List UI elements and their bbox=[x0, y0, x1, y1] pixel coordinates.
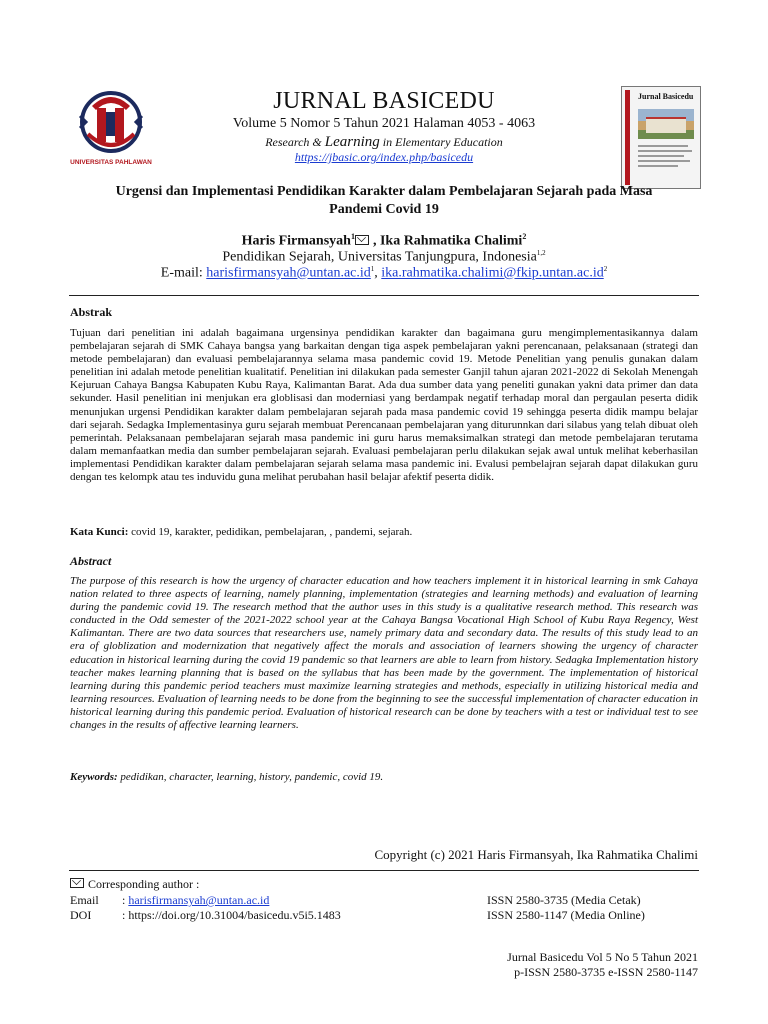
footer-doi[interactable]: : https://doi.org/10.31004/basicedu.v5i5.1483 bbox=[122, 908, 341, 922]
divider bbox=[69, 295, 699, 296]
envelope-icon bbox=[355, 235, 369, 245]
journal-footer-line: Jurnal Basicedu Vol 5 No 5 Tahun 2021 bbox=[507, 950, 698, 964]
author-2: Ika Rahmatika Chalimi bbox=[379, 233, 523, 249]
logo-text: UNIVERSITAS PAHLAWAN bbox=[70, 159, 152, 166]
email-link-1[interactable]: harisfirmansyah@untan.ac.id bbox=[206, 265, 371, 281]
author-line: Haris Firmansyah$^1$ , Ika Rahmatika Chalimi$^2$ bbox=[241, 232, 527, 249]
email-link-2[interactable]: ika.rahmatika.chalimi@fkip.untan.ac.id bbox=[381, 265, 604, 281]
abstract-heading: Abstract bbox=[70, 554, 112, 568]
envelope-icon bbox=[70, 878, 84, 888]
journal-url-link[interactable]: https://jbasic.org/index.php/basicedu bbox=[294, 150, 474, 164]
issn-footer-line: p-ISSN 2580-3735 e-ISSN 2580-1147 bbox=[514, 965, 698, 979]
footer-email-link[interactable]: harisfirmansyah@untan.ac.id bbox=[128, 893, 270, 907]
issn-online: ISSN 2580-1147 (Media Online) bbox=[487, 908, 645, 922]
abstract-text: The purpose of this research is how the urgency of character education and how teachers implement it in historical learning in smk Cahaya nation related to three aspects of learning, namely planning, implementation (strategies and learning methods) and evaluation of learning during the pandemic covid 19. The research method that the author uses in this study is a qualitative research method. This research was conducted in the Odd semester of the 2021-2022 school year at the Cahaya Bangsa Vocational High School of Kubu Raya Regency, West Kalimantan. There are two data sources that researchers use, namely primary data and secondary data. The results of this study lead to an era of globlization and modernization that negatively affect the morals and association of learners showing the urgency of character education in historical learning during the covid 19 pandemic so that learners are able to learn from history. Sedagka Implementation history teacher makes learning planning that is based on the syllabus that has been made by the government. The implementation of historical learning during this pandemic period teachers must maximize learning strategies and methods, especially in utilizing historical media and learning resources. Evaluation of learning needs to be done from the beginning to see the successful implementation of character education in historical learning during this pandemic period. Evaluation of historical research can be done by teachers with a test or individual test to see changes in the results of affective learning learners. bbox=[70, 575, 698, 732]
journal-volume: Volume 5 Nomor 5 Tahun 2021 Halaman 4053 - 4063 bbox=[232, 116, 536, 131]
footer-email: : harisfirmansyah@untan.ac.id bbox=[122, 893, 270, 907]
abstrak-heading: Abstrak bbox=[70, 305, 113, 319]
journal-tagline: Research & Learning in Elementary Education bbox=[265, 134, 503, 150]
email-line: E-mail: $harisfirmansyah@untan.ac.id^1$, $ika.rahmatika.chalimi@fkip.untan.ac.id^2$ bbox=[160, 265, 608, 281]
footer-email-key: Email bbox=[70, 893, 99, 907]
affiliation: Pendidikan Sejarah, Universitas Tanjungpura, Indonesia$^{1,2}$ bbox=[222, 249, 546, 265]
author-1: Haris Firmansyah bbox=[241, 233, 351, 249]
keywords: Keywords: pedidikan, character, learning, history, pandemic, covid 19. bbox=[70, 771, 384, 783]
footer-doi-key: DOI bbox=[70, 908, 92, 922]
abstrak-text: Tujuan dari penelitian ini adalah bagaimana urgensinya pendidikan karakter dan bagaimana guru mengimplementasikannya dalam pembelajaran sejarah di SMK Cahaya bangsa yang barkaitan dengan tiga aspek pembelajaran yakni perencanaan, pelaksanaan (strategi dan metode pembelajaran) dan evaluasi pembelajarannya selama masa pandemic covid 19. Metode Penelitian yang penulis gunakan dalam penelitian ini adalah metode penelitian kualitatif. Penelitian ini dilakukan pada semester Ganjil tahun ajaran 2021-2022 di Sekolah Menengah Kejuruan Cahaya Bangsa Kabupaten Kubu Raya, Kalimantan Barat. Ada dua sumber data yang peneliti gunakan yakni data primer dan data sekunder. Hasil penelitian ini menjukan era globlisasi dan moderniasi yang berdampak negatif terhadap moral dan pergaulan peserta didik menunjukan urgensi Pendidikan karakter dalam pembelajaran sejarah pada masa pandemic covid 19 sehingga peserta didik mampu belajar dari sejarah. Sedagka Implementasinya guru sejarah membuat Perencanaan pembelajaran yang diturunnkan dari silabus yang telah dibuat oleh pemerintah. Pelaksanaan pembelajaran sejarah masa pandemic ini guru harus memaksimalkan strategi dan metode pembelajaran terutama dalam memanfaatkan media dan sumber pembelajaran sejarah. Evaluasi pembelajaran perlu dilakukan sejak awal untuk melihat keberhasilan implementasi Pendidikan karakter dalam pembelajaran sejarah selama masa pandemic ini. Evalusi pembelajran sejarah dapat dilakukan guru dengan tes kelompk atau tes induvidu guna melihat perubahan hasil belajar afektif peserta didik. bbox=[70, 327, 698, 484]
paper-title: Urgensi dan Implementasi Pendidikan Karakter dalam Pembelajaran Sejarah pada Masa Pandemi Covid 19 bbox=[115, 184, 653, 217]
issn-print: ISSN 2580-3735 (Media Cetak) bbox=[487, 893, 641, 907]
copyright-notice: Copyright (c) 2021 Haris Firmansyah, Ika Rahmatika Chalimi bbox=[374, 847, 698, 862]
cover-title: Jurnal Basicedu bbox=[638, 92, 694, 101]
footer-divider bbox=[69, 870, 699, 871]
kata-kunci: Kata Kunci: covid 19, karakter, pedidikan, pembelajaran, , pandemi, sejarah. bbox=[70, 526, 413, 538]
corresponding-author: Corresponding author : bbox=[70, 877, 199, 892]
journal-title: JURNAL BASICEDU bbox=[273, 88, 495, 114]
